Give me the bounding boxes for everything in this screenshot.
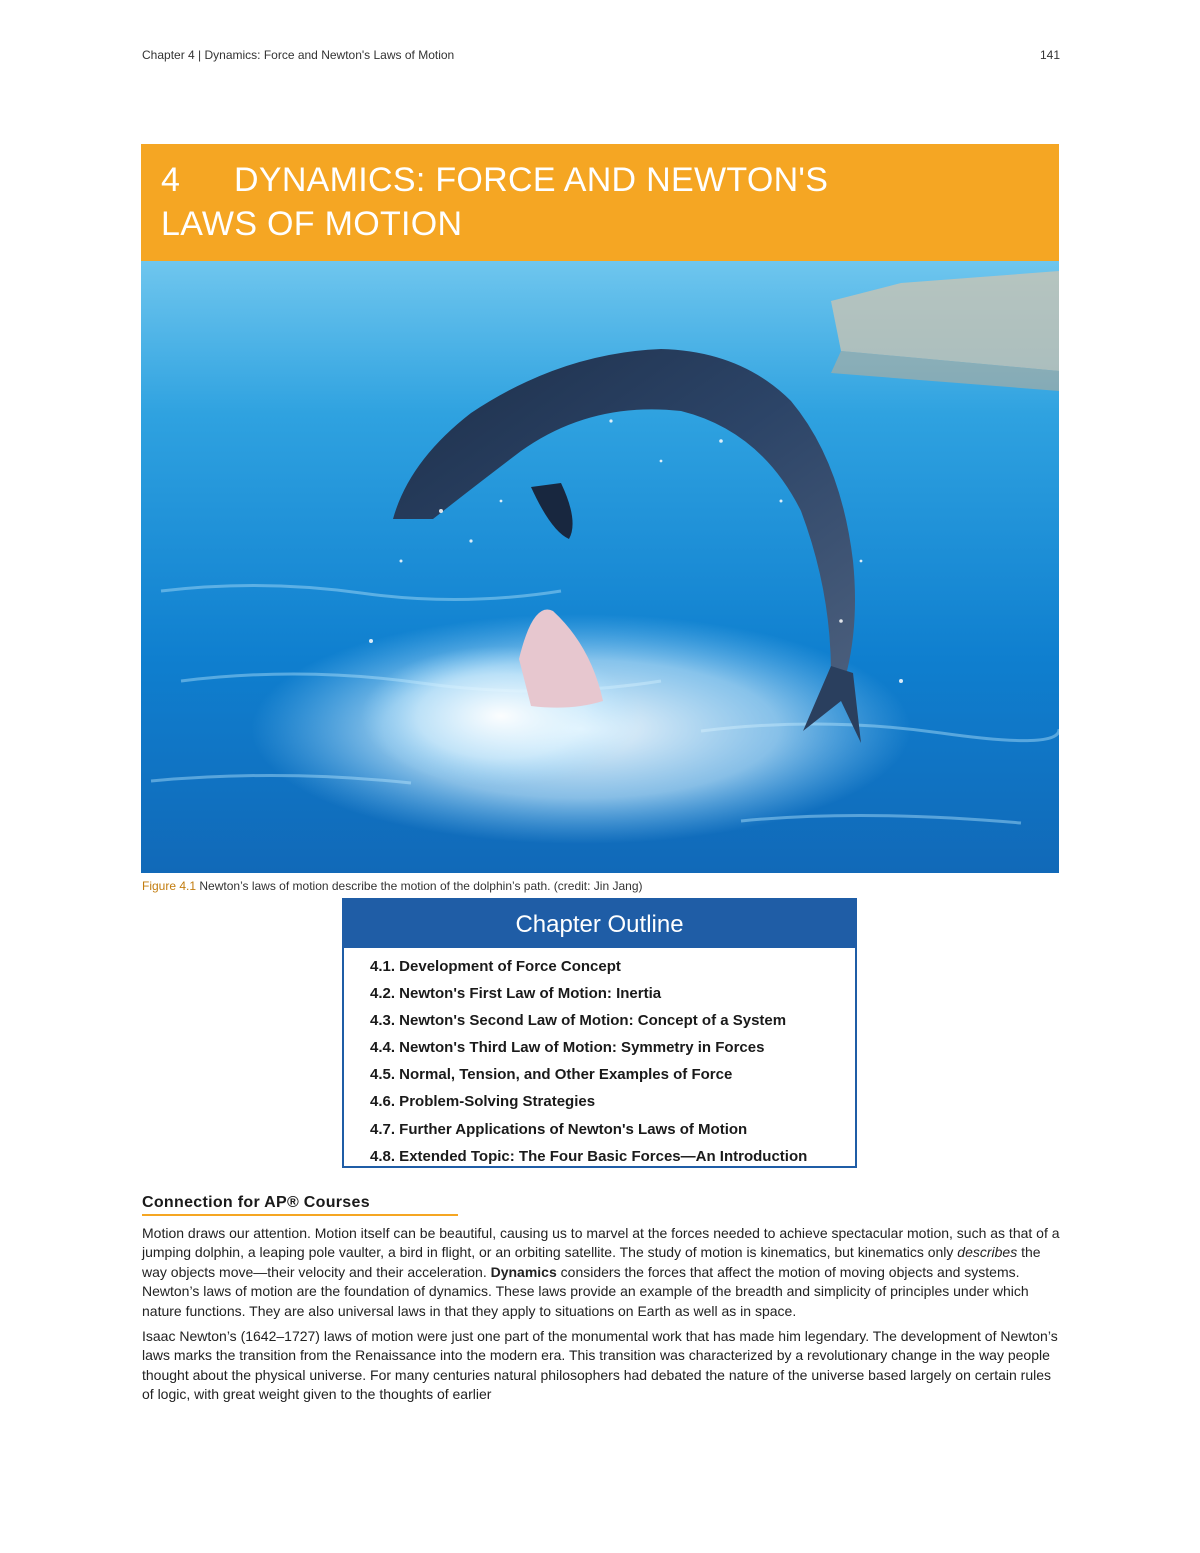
running-header-title: Chapter 4 | Dynamics: Force and Newton's Laws of Motion (142, 48, 455, 62)
outline-item[interactable]: 4.6. Problem-Solving Strategies (370, 1093, 596, 1111)
body-text-emphasis: describes (957, 1244, 1018, 1261)
figure-label: Figure 4.1 (142, 879, 197, 893)
outline-item[interactable]: 4.7. Further Applications of Newton's Laws of Motion (370, 1120, 748, 1138)
outline-item[interactable]: 4.1. Development of Force Concept (370, 958, 621, 975)
chapter-outline (342, 898, 857, 1168)
outline-item[interactable]: 4.2. Newton's First Law of Motion: Inertia (370, 985, 662, 1003)
figure-caption-text: Newton’s laws of motion describe the motion of the dolphin’s path. (credit: Jin Jang) (199, 879, 643, 893)
page-number: 141 (1039, 48, 1060, 62)
body-text-run: the way objects move—their velocity and their acceleration. (142, 1244, 1041, 1280)
chapter-title-banner (141, 144, 1059, 261)
chapter-number: 4 (161, 161, 181, 199)
key-term: Dynamics (490, 1263, 557, 1280)
body-paragraph (142, 1224, 1060, 1321)
chapter-title-line-1 (161, 158, 1059, 202)
outline-item[interactable]: 4.4. Newton's Third Law of Motion: Symmetry in Forces (370, 1039, 765, 1057)
chapter-title-text-1: DYNAMICS: FORCE AND NEWTON'S (234, 161, 829, 199)
chapter-title-line-2: LAWS OF MOTION (161, 205, 463, 243)
body-text-run: considers the forces that affect the motion of moving objects and systems. Newton’s laws of motion are the foundation of dynamics. These laws provide an example of the breadth and simplicity of principles under which nature functions. They are also universal laws in that they apply to situations on Earth as well as in space. (142, 1263, 1029, 1319)
outline-item[interactable]: 4.8. Extended Topic: The Four Basic Forces—An Introduction (370, 1147, 808, 1165)
chapter-outline-heading: Chapter Outline (344, 900, 855, 948)
section-heading: Connection for AP® Courses (142, 1194, 370, 1211)
body-paragraph: Isaac Newton’s (1642–1727) laws of motion were just one part of the monumental work that has made him legendary. The development of Newton’s laws marks the transition from the Renaissance into the modern era. This transition was characterized by a revolutionary change in the way people thought about the physical universe. For many centuries natural philosophers had debated the nature of the universe based largely on certain rules of logic, with great weight given to the thoughts of earlier (142, 1328, 1058, 1403)
running-header (142, 48, 1060, 66)
outline-item[interactable]: 4.3. Newton's Second Law of Motion: Concept of a System (370, 1012, 787, 1030)
section-body (142, 1224, 1060, 1411)
outline-item[interactable]: 4.5. Normal, Tension, and Other Examples of Force (370, 1066, 733, 1084)
figure-caption (142, 879, 643, 893)
chapter-outline-list (344, 948, 855, 1170)
section-heading-rule (142, 1214, 458, 1216)
dolphin-photo (141, 261, 1059, 873)
body-text-run: Motion draws our attention. Motion itself can be beautiful, causing us to marvel at the forces needed to achieve spectacular motion, such as that of a jumping dolphin, a leaping pole vaulter, a bird in flight, or an orbiting satellite. The study of motion is kinematics, but kinematics only (142, 1225, 1060, 1261)
